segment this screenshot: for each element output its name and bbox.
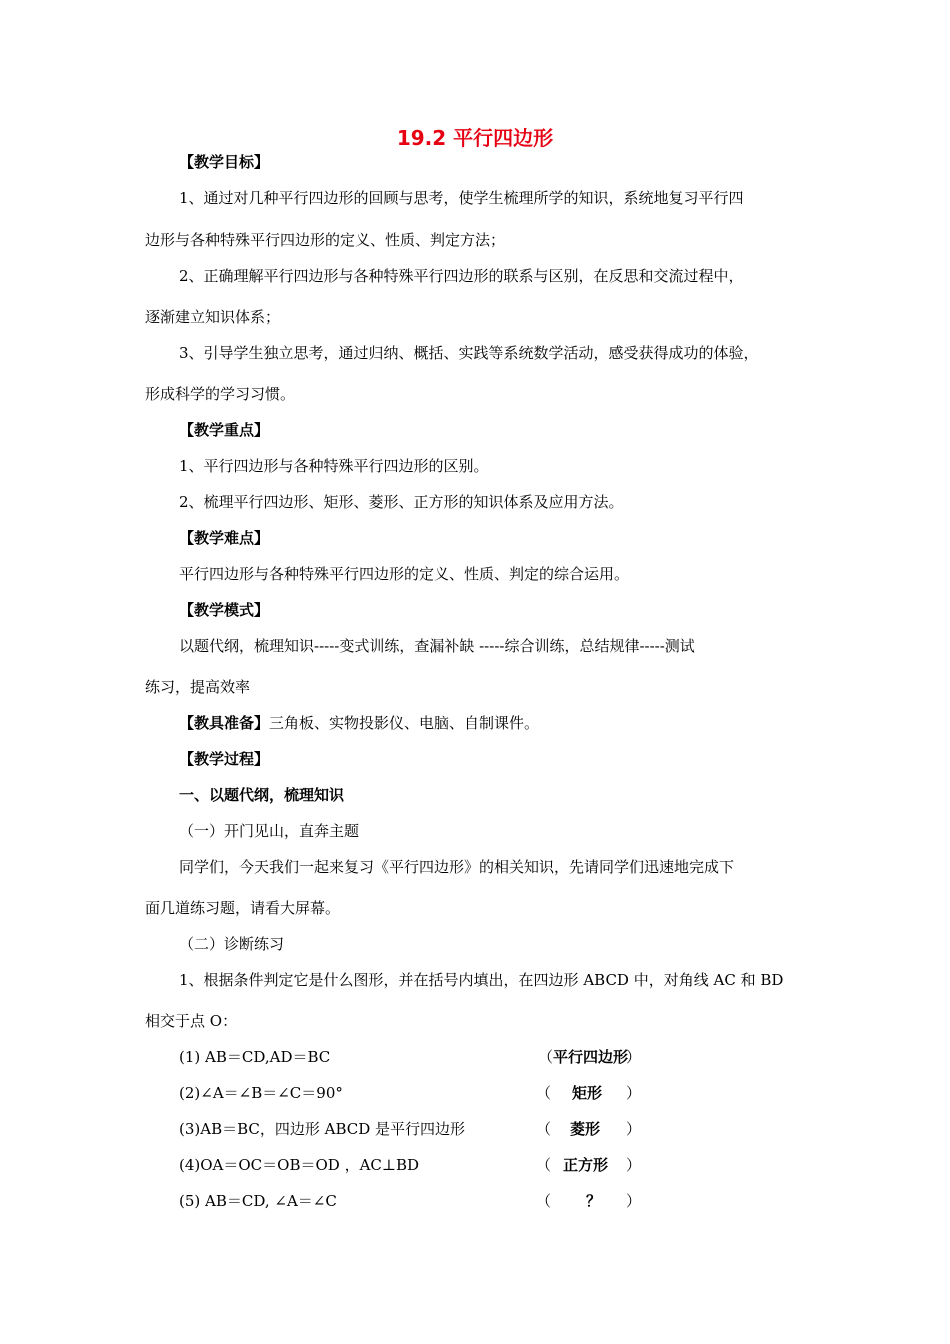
objective-3-line-2: 形成科学的学习习惯。 xyxy=(145,385,296,403)
objective-2-line-1: 2、正确理解平行四边形与各种特殊平行四边形的联系与区别，在反思和交流过程中， xyxy=(179,267,744,285)
exercise-3-condition: (3)AB＝BC，四边形 ABCD 是平行四边形 xyxy=(179,1120,466,1138)
exercise-2-answer: 矩形 xyxy=(572,1084,603,1102)
mode-heading: 【教学模式】 xyxy=(179,601,270,619)
exercise-2-close-paren: ） xyxy=(626,1084,642,1102)
question-1-line-2: 相交于点 O： xyxy=(145,1012,238,1030)
exercise-1-answer: 平行四边形 xyxy=(553,1048,629,1066)
intro-line-1: 同学们，今天我们一起来复习《平行四边形》的相关知识，先请同学们迅速地完成下 xyxy=(179,858,735,876)
process-heading: 【教学过程】 xyxy=(179,750,270,768)
exercise-1-open-paren: （ xyxy=(538,1048,554,1066)
difficulties-text: 平行四边形与各种特殊平行四边形的定义、性质、判定的综合运用。 xyxy=(179,565,630,583)
exercise-2-condition: (2)∠A＝∠B＝∠C＝90° xyxy=(179,1084,343,1102)
objective-3-line-1: 3、引导学生独立思考，通过归纳、概括、实践等系统数学活动，感受获得成功的体验， xyxy=(179,344,759,362)
exercise-4-close-paren: ） xyxy=(626,1156,642,1174)
tools-text: 三角板、实物投影仪、电脑、自制课件。 xyxy=(269,714,540,732)
exercise-3-open-paren: （ xyxy=(536,1120,552,1138)
objective-2-line-2: 逐渐建立知识体系； xyxy=(145,308,281,326)
exercise-4-open-paren: （ xyxy=(536,1156,552,1174)
subsection-2-heading: （二）诊断练习 xyxy=(179,935,285,953)
objective-1-line-1: 1、通过对几种平行四边形的回顾与思考，使学生梳理所学的知识，系统地复习平行四 xyxy=(179,189,744,207)
question-1-line-1: 1、根据条件判定它是什么图形，并在括号内填出，在四边形 ABCD 中，对角线 AC 和 BD xyxy=(179,971,784,989)
exercise-3-answer: 菱形 xyxy=(570,1120,601,1138)
exercise-1-close-paren: ） xyxy=(626,1048,642,1066)
exercise-5-open-paren: （ xyxy=(536,1192,552,1210)
exercise-3-close-paren: ） xyxy=(626,1120,642,1138)
section-1-heading: 一、以题代纲，梳理知识 xyxy=(179,786,345,804)
objective-1-line-2: 边形与各种特殊平行四边形的定义、性质、判定方法； xyxy=(145,231,506,249)
key-point-2: 2、梳理平行四边形、矩形、菱形、正方形的知识体系及应用方法。 xyxy=(179,493,624,511)
exercise-5-condition: (5) AB＝CD, ∠A＝∠C xyxy=(179,1192,337,1210)
exercise-1-condition: (1) AB＝CD,AD＝BC xyxy=(179,1048,331,1066)
exercise-4-answer: 正方形 xyxy=(563,1156,609,1174)
intro-line-2: 面几道练习题，请看大屏幕。 xyxy=(145,899,341,917)
mode-line-2: 练习，提高效率 xyxy=(145,678,251,696)
subsection-1-heading: （一）开门见山，直奔主题 xyxy=(179,822,360,840)
key-point-1: 1、平行四边形与各种特殊平行四边形的区别。 xyxy=(179,457,489,475)
document-title: 19.2 平行四边形 xyxy=(396,126,554,150)
tools-line xyxy=(179,712,539,734)
objectives-heading: 【教学目标】 xyxy=(179,153,270,171)
exercise-4-condition: (4)OA＝OC＝OB＝OD ，AC⊥BD xyxy=(179,1156,420,1174)
exercise-5-close-paren: ） xyxy=(626,1192,642,1210)
exercise-5-answer: ？ xyxy=(586,1192,602,1210)
mode-line-1: 以题代纲，梳理知识-----变式训练，查漏补缺 -----综合训练，总结规律-----测试 xyxy=(179,637,695,655)
tools-heading: 【教具准备】 xyxy=(179,714,270,732)
difficulties-heading: 【教学难点】 xyxy=(179,529,270,547)
key-points-heading: 【教学重点】 xyxy=(179,421,270,439)
exercise-2-open-paren: （ xyxy=(536,1084,552,1102)
